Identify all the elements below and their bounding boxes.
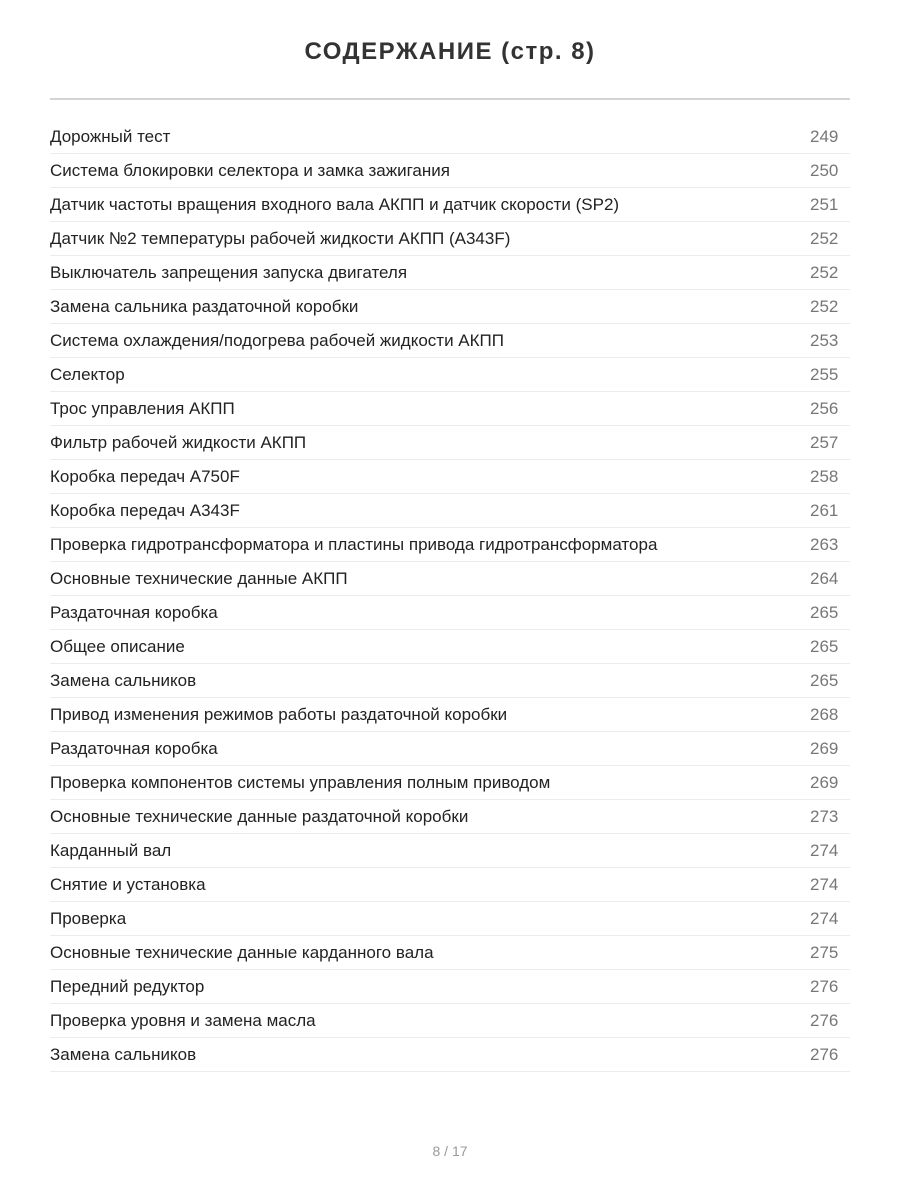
toc-entry-page-number: 255 [810,364,839,384]
toc-entry[interactable] [50,868,850,902]
toc-entry-title: Дорожный тест [50,126,171,146]
toc-entry[interactable] [50,120,850,154]
toc-entry[interactable] [50,562,850,596]
toc-entry-title: Датчик частоты вращения входного вала АКПП и датчик скорости (SP2) [50,194,620,214]
toc-entry[interactable] [50,358,850,392]
toc-entry-title: Основные технические данные раздаточной коробки [50,806,469,826]
toc-entry[interactable] [50,766,850,800]
toc-entry-title: Датчик №2 температуры рабочей жидкости АКПП (A343F) [50,228,511,248]
toc-entry[interactable] [50,290,850,324]
toc-entry-title: Раздаточная коробка [50,602,218,622]
toc-entry[interactable] [50,800,850,834]
toc-entry[interactable] [50,494,850,528]
toc-entry[interactable] [50,664,850,698]
toc-entry-page-number: 264 [810,568,839,588]
page-title: СОДЕРЖАНИЕ (стр. 8) [304,38,596,65]
toc-entry[interactable] [50,596,850,630]
toc-entry[interactable] [50,154,850,188]
toc-entry-page-number: 257 [810,432,839,452]
toc-entry-title: Выключатель запрещения запуска двигателя [50,262,408,282]
toc-entry-page-number: 249 [810,126,839,146]
toc-entry-title: Замена сальника раздаточной коробки [50,296,359,316]
toc-entry-page-number: 252 [810,296,839,316]
toc-entry-page-number: 265 [810,636,839,656]
toc-entry-title: Коробка передач A750F [50,466,240,486]
toc-entry-title: Раздаточная коробка [50,738,218,758]
toc-entry[interactable] [50,936,850,970]
toc-entry[interactable] [50,392,850,426]
toc-entry[interactable] [50,426,850,460]
toc-entry-page-number: 269 [810,738,839,758]
toc-entry-title: Трос управления АКПП [50,398,235,418]
toc-entry-title: Снятие и установка [50,874,206,894]
toc-entry-page-number: 258 [810,466,839,486]
toc-entry[interactable] [50,1004,850,1038]
toc-entry-page-number: 276 [810,976,839,996]
toc-entry-page-number: 263 [810,534,839,554]
toc-entry-page-number: 252 [810,228,839,248]
toc-entry-title: Общее описание [50,636,185,656]
toc-entry-title: Карданный вал [50,840,172,860]
toc-entry[interactable] [50,1038,850,1072]
toc-entry[interactable] [50,528,850,562]
toc-entry-title: Передний редуктор [50,976,205,996]
toc-entry[interactable] [50,460,850,494]
toc-entry[interactable] [50,256,850,290]
toc-entry-title: Коробка передач A343F [50,500,240,520]
toc-entry-page-number: 269 [810,772,839,792]
toc-entry-title: Проверка гидротрансформатора и пластины привода гидротрансформатора [50,534,658,554]
toc-entry-title: Селектор [50,364,125,384]
toc-entry-page-number: 251 [810,194,839,214]
toc-entry-page-number: 274 [810,874,839,894]
toc-entry-page-number: 253 [810,330,839,350]
toc-entry-page-number: 274 [810,840,839,860]
toc-entry-title: Привод изменения режимов работы раздаточной коробки [50,704,508,724]
toc-entry-title: Фильтр рабочей жидкости АКПП [50,432,307,452]
toc-entry-page-number: 265 [810,602,839,622]
toc-entry[interactable] [50,222,850,256]
toc-entry-title: Система охлаждения/подогрева рабочей жидкости АКПП [50,330,504,350]
toc-entry-title: Проверка уровня и замена масла [50,1010,316,1030]
toc-entry-page-number: 252 [810,262,839,282]
toc-entry[interactable] [50,324,850,358]
toc-entry-title: Основные технические данные АКПП [50,568,348,588]
title-divider [50,98,850,100]
table-of-contents [50,120,850,1072]
toc-entry[interactable] [50,902,850,936]
toc-entry-page-number: 276 [810,1044,839,1064]
toc-entry-page-number: 265 [810,670,839,690]
toc-entry-title: Замена сальников [50,1044,197,1064]
toc-entry-title: Проверка [50,908,127,928]
toc-entry-page-number: 268 [810,704,839,724]
toc-entry-page-number: 256 [810,398,839,418]
toc-entry[interactable] [50,970,850,1004]
toc-entry[interactable] [50,732,850,766]
toc-entry-page-number: 276 [810,1010,839,1030]
toc-entry-page-number: 273 [810,806,839,826]
toc-entry-page-number: 275 [810,942,839,962]
toc-entry[interactable] [50,698,850,732]
page-indicator: 8 / 17 [432,1143,468,1159]
toc-entry-page-number: 274 [810,908,839,928]
toc-entry[interactable] [50,188,850,222]
toc-entry[interactable] [50,834,850,868]
toc-entry-title: Система блокировки селектора и замка зажигания [50,160,450,180]
toc-entry-page-number: 261 [810,500,839,520]
toc-entry-title: Проверка компонентов системы управления полным приводом [50,772,551,792]
toc-entry-page-number: 250 [810,160,839,180]
toc-entry[interactable] [50,630,850,664]
toc-entry-title: Замена сальников [50,670,197,690]
toc-entry-title: Основные технические данные карданного вала [50,942,434,962]
